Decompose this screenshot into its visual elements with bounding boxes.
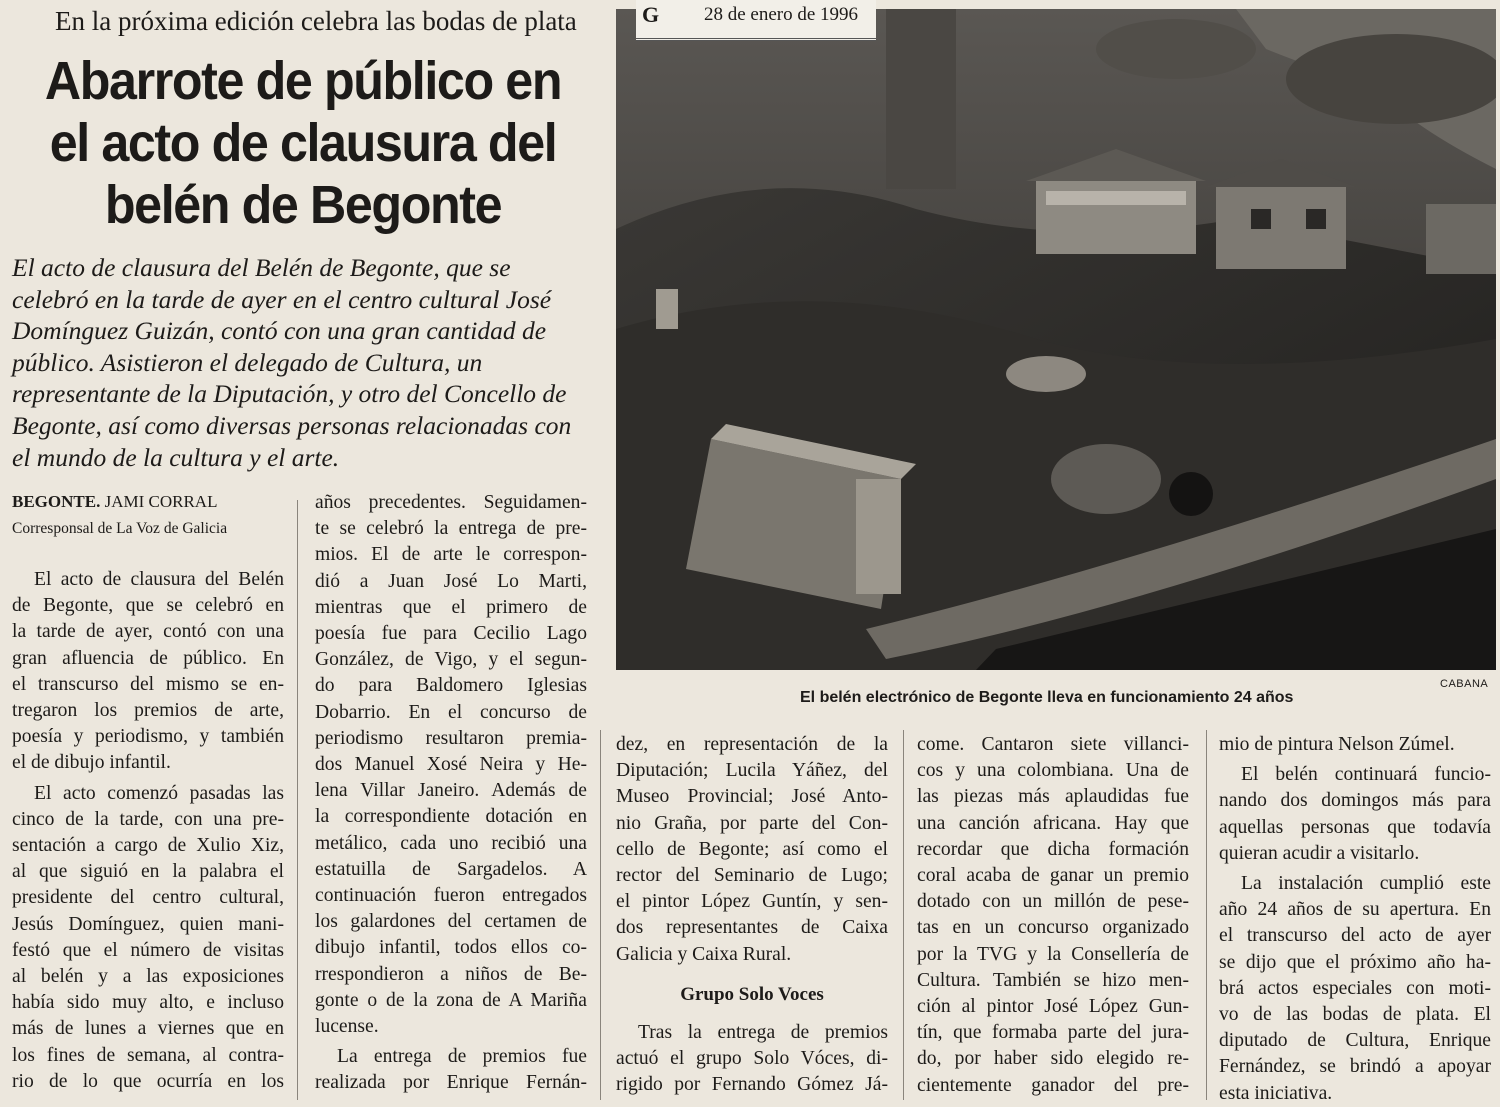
body-line: La entrega de premios fue bbox=[337, 1046, 587, 1068]
body-line: La instalación cumplió este bbox=[1241, 873, 1491, 895]
body-line: Cultura. También se hizo men- bbox=[917, 969, 1189, 991]
body-line: el de dibujo infantil. bbox=[12, 752, 171, 774]
body-line: Jesús Domínguez, quien mani- bbox=[12, 913, 284, 935]
body-line: rigido por Fernando Gómez Já- bbox=[616, 1074, 888, 1096]
headline bbox=[29, 50, 578, 236]
headline-line: Abarrote de público en bbox=[44, 51, 562, 111]
body-line: rio de lo que ocurría en los bbox=[12, 1070, 284, 1092]
column-rule bbox=[1206, 730, 1207, 1100]
body-line: los fines de semana, al contra- bbox=[12, 1044, 284, 1066]
lead-line: Begonte, así como diversas personas relacionadas con bbox=[12, 410, 572, 440]
body-line: ción al pintor José López Gun- bbox=[917, 996, 1189, 1018]
body-line: los galardones del certamen de bbox=[315, 911, 587, 933]
body-line: presidente del centro cultural, bbox=[12, 887, 284, 909]
body-line: estatuilla de Sargadelos. A bbox=[315, 858, 587, 880]
body-line: cos y una colombiana. Una de bbox=[917, 760, 1189, 782]
column-rule bbox=[297, 500, 298, 1100]
body-line: quieran acudir a visitarlo. bbox=[1219, 842, 1420, 864]
body-line: periodismo resultaron premia- bbox=[315, 727, 587, 749]
body-line: el pintor López Guntín, y sen- bbox=[616, 891, 888, 913]
body-line: años precedentes. Seguidamen- bbox=[315, 492, 587, 513]
body-line: dos Manuel Xosé Neira y He- bbox=[315, 754, 587, 776]
body-line: al que siguió en la palabra el bbox=[12, 861, 284, 883]
lead-line: representante de la Diputación, y otro del Concello de bbox=[12, 379, 567, 409]
body-line: había sido muy alto, e incluso bbox=[12, 992, 284, 1014]
dateline bbox=[636, 0, 876, 41]
body-line: la tarde de ayer, contó con una bbox=[12, 621, 284, 643]
body-line: diputado de Cultura, Enrique bbox=[1219, 1030, 1491, 1052]
text-column-5 bbox=[1219, 732, 1491, 1107]
body-line: come. Cantaron siete villanci- bbox=[917, 734, 1189, 755]
publication-date: 28 de enero de 1996 bbox=[704, 4, 859, 25]
body-line: mios. El de arte le correspon- bbox=[315, 544, 587, 566]
body-line: cientemente ganador del pre- bbox=[917, 1074, 1189, 1096]
newspaper-logo-icon: G bbox=[642, 2, 660, 27]
body-line: cinco de la tarde, con una pre- bbox=[12, 808, 284, 830]
body-line: El acto de clausura del Belén bbox=[34, 569, 284, 590]
body-line: año 24 años de su apertura. En bbox=[1219, 899, 1491, 921]
body-line: do, por haber sido elegido re- bbox=[917, 1048, 1189, 1070]
lead-line: celebró en la tarde de ayer en el centro cultural José bbox=[12, 284, 552, 314]
text-column-1 bbox=[12, 567, 284, 1095]
body-line: Tras la entrega de premios bbox=[638, 1022, 888, 1044]
body-line: actuó el grupo Solo Vóces, di- bbox=[616, 1048, 888, 1070]
body-line: la correspondiente dotación en bbox=[315, 806, 587, 828]
body-line: Dobarrio. En el concurso de bbox=[315, 701, 587, 723]
body-line: se dijo que el próximo año ha- bbox=[1219, 951, 1491, 973]
body-line: tas en un concurso organizado bbox=[917, 917, 1189, 939]
column-rule bbox=[600, 730, 601, 1100]
body-line: sentación a cargo de Xulio Xiz, bbox=[12, 835, 284, 857]
headline-line: el acto de clausura del bbox=[49, 113, 557, 173]
body-line: El acto comenzó pasadas las bbox=[34, 782, 284, 804]
body-line: rrespondieron a niños de Be- bbox=[315, 963, 587, 985]
column-rule bbox=[903, 730, 904, 1100]
body-line: dotado con un millón de pese- bbox=[917, 891, 1189, 913]
kicker: En la próxima edición celebra las bodas de plata bbox=[55, 6, 577, 36]
body-line: coral acaba de ganar un premio bbox=[917, 865, 1189, 887]
body-line: las piezas más aplaudidas fue bbox=[917, 786, 1189, 808]
body-line: cello de Begonte; así como el bbox=[616, 838, 888, 860]
text-column-3 bbox=[616, 732, 888, 1099]
text-column-4 bbox=[917, 732, 1189, 1099]
body-line: tregaron los premios de arte, bbox=[12, 700, 284, 722]
lead-line: El acto de clausura del Belén de Begonte, que se bbox=[12, 253, 511, 282]
body-line: tín, que formaba parte del jura- bbox=[917, 1022, 1189, 1044]
body-line: más de lunes a viernes que en bbox=[12, 1018, 284, 1040]
body-line: Diputación; Lucila Yáñez, del bbox=[616, 760, 888, 782]
body-line: Fernández, se brindó a apoyar bbox=[1219, 1056, 1491, 1078]
body-line: nando dos domingos más para bbox=[1219, 790, 1491, 812]
body-line: mio de pintura Nelson Zúmel. bbox=[1219, 734, 1455, 755]
photo-credit: CABANA bbox=[1440, 678, 1489, 690]
subheading: Grupo Solo Voces bbox=[680, 983, 824, 1005]
body-line: nio Graña, por parte del Con- bbox=[616, 812, 888, 834]
nativity-scene-image bbox=[616, 9, 1496, 670]
lead-line: público. Asistieron el delegado de Cultura, un bbox=[12, 347, 483, 377]
text-column-2 bbox=[315, 490, 587, 1097]
body-line: te se celebró la entrega de pre- bbox=[315, 518, 587, 540]
body-line: rector del Seminario de Lugo; bbox=[616, 865, 888, 887]
body-line: metálico, cada uno recibió una bbox=[315, 832, 587, 854]
body-line: de Begonte, que se celebró en bbox=[12, 595, 284, 617]
photo-caption: El belén electrónico de Begonte lleva en funcionamiento 24 años bbox=[800, 689, 1294, 706]
byline-place: BEGONTE. bbox=[12, 492, 101, 511]
body-line: gran afluencia de público. En bbox=[12, 647, 284, 669]
body-line: gonte o de la zona de A Mariña bbox=[315, 989, 587, 1011]
body-line: una canción africana. Hay que bbox=[917, 812, 1189, 834]
body-line: esta iniciativa. bbox=[1219, 1082, 1333, 1104]
lead-line: el mundo de la cultura y el arte. bbox=[12, 442, 340, 472]
body-line: dibujo infantil, todos ellos co- bbox=[315, 937, 587, 959]
body-line: Museo Provincial; José Anto- bbox=[616, 786, 888, 808]
body-line: recordar que dicha formación bbox=[917, 838, 1189, 860]
body-line: festó que el número de visitas bbox=[12, 939, 284, 961]
body-line: mientras que el primero de bbox=[315, 596, 587, 618]
body-line: realizada por Enrique Fernán- bbox=[315, 1072, 587, 1094]
body-line: Galicia y Caixa Rural. bbox=[616, 943, 792, 965]
body-line: dos representantes de Caixa bbox=[616, 917, 888, 939]
byline-role: Corresponsal de La Voz de Galicia bbox=[12, 520, 228, 537]
body-line: González, de Vigo, y el segun- bbox=[315, 649, 587, 671]
body-line: do para Baldomero Iglesias bbox=[315, 675, 587, 697]
body-line: continuación fueron entregados bbox=[315, 885, 587, 907]
nativity-scene-photo bbox=[616, 9, 1496, 670]
body-line: el transcurso del mismo se en- bbox=[12, 673, 284, 695]
lead-line: Domínguez Guizán, contó con una gran cantidad de bbox=[12, 316, 547, 346]
body-line: dez, en representación de la bbox=[616, 734, 888, 755]
body-line: al belén y a las exposiciones bbox=[12, 966, 284, 988]
body-line: vo de las bodas de plata. El bbox=[1219, 1004, 1491, 1026]
body-line: por la TVG y la Consellería de bbox=[917, 943, 1189, 965]
lead-paragraph bbox=[12, 252, 592, 473]
body-line: brá actos especiales con moti- bbox=[1219, 977, 1491, 999]
body-line: poesía y periodismo, y también bbox=[12, 726, 284, 748]
body-line: El belén continuará funcio- bbox=[1241, 764, 1491, 786]
body-line: dió a Juan José Lo Marti, bbox=[315, 570, 587, 592]
body-line: aquellas personas que todavía bbox=[1219, 816, 1491, 838]
byline-author: JAMI CORRAL bbox=[104, 492, 218, 511]
body-line: el transcurso del acto de ayer bbox=[1219, 925, 1491, 947]
headline-line: belén de Begonte bbox=[104, 175, 502, 235]
body-line: lucense. bbox=[315, 1016, 379, 1038]
byline bbox=[12, 492, 217, 512]
body-line: poesía fue para Cecilio Lago bbox=[315, 623, 587, 645]
body-line: lena Villar Janeiro. Además de bbox=[315, 780, 587, 802]
